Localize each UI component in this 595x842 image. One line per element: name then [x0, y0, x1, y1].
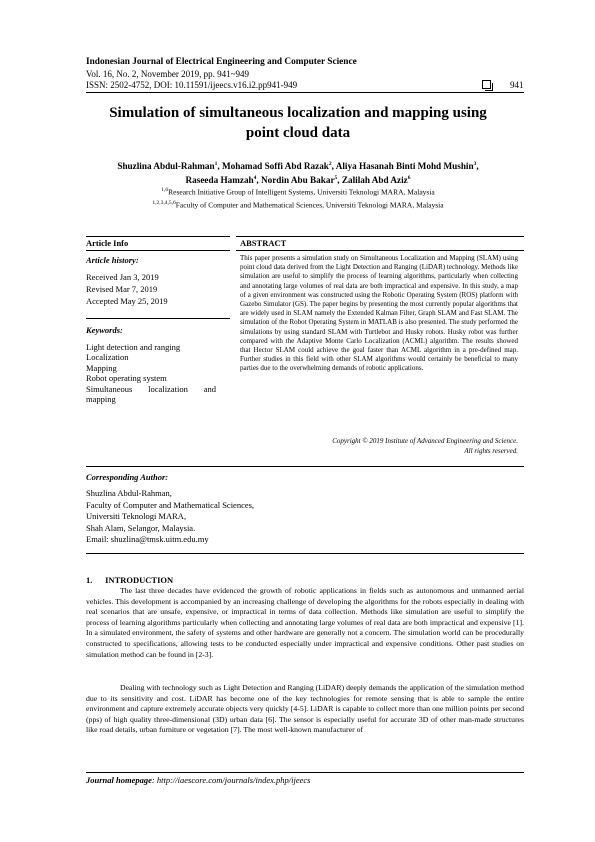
author-name: Raseeda Hamzah — [185, 175, 254, 186]
paper-title — [86, 103, 510, 143]
affiliation-text: Faculty of Computer and Mathematical Sciences, Universiti Teknologi MARA, Malaysia — [175, 200, 444, 209]
homepage-url[interactable]: : http://iaescore.com/journals/index.php/ijeecs — [151, 775, 311, 785]
corresponding-bottom-rule — [86, 553, 524, 554]
abstract-top-rule — [236, 236, 524, 237]
author-name: , Mohamad Soffi Abd Razak — [217, 161, 329, 172]
journal-name: Indonesian Journal of Electrical Engineering and Computer Science — [86, 57, 357, 67]
homepage-label: Journal homepage — [86, 775, 152, 785]
accepted-date: Accepted May 25, 2019 — [86, 296, 168, 306]
affiliation-1 — [86, 185, 510, 198]
corresponding-top-rule — [86, 466, 524, 467]
corresponding-email: Email: shuzlina@tmsk.uitm.edu.my — [86, 534, 209, 545]
keywords-label: Keywords: — [86, 325, 123, 335]
paragraph-text: Dealing with technology such as Light Detection and Ranging (LiDAR) deeply demands the application of the simulation method due to its sensitivity and cost. LiDAR has become one of the key technologies for remote sensing that is able to sample the entire environment and capture extremely accurate objects very quickly [4-5]. LiDAR is capable to collect more than one million points per second (pps) of high quality three-dimensional (3D) urban data [6]. The sensor is especially useful for accurate 3D of other man-made structures like road details, urban furniture or vegetation [7]. The most well-known manufacturer of — [86, 683, 524, 735]
affiliation-sup: 1,2,3,4,5,6 — [152, 199, 176, 206]
revised-date: Revised Mar 7, 2019 — [86, 284, 158, 294]
keywords-list — [86, 342, 216, 404]
keyword-item: Mapping — [86, 362, 117, 373]
affiliation-2 — [86, 198, 510, 211]
author-list — [86, 158, 510, 186]
corresponding-name: Shuzlina Abdul-Rahman, — [86, 488, 172, 498]
author-separator: , — [476, 161, 479, 172]
corresponding-details — [86, 488, 254, 546]
keyword-item: Simultaneous localization and — [86, 383, 216, 394]
author-name: Shuzlina Abdul-Rahman — [117, 161, 215, 172]
intro-paragraph-1 — [86, 586, 524, 660]
keywords-rule — [86, 318, 230, 319]
author-name: , Aliya Hasanah Binti Mohd Mushin — [331, 161, 474, 172]
footer-divider — [86, 772, 524, 773]
keyword-item: mapping — [86, 394, 116, 405]
corresponding-label: Corresponding Author: — [86, 472, 169, 482]
journal-issue: Vol. 16, No. 2, November 2019, pp. 941~949 — [86, 69, 249, 79]
keyword-item: Light detection and ranging — [86, 342, 181, 352]
history-label: Article history: — [86, 255, 139, 265]
abstract-text: This paper presents a simulation study on Simultaneous Localization and Mapping (SLAM) using point cloud data derived from the Light Detection and Ranging (LiDAR) technology. Methods like simulation are useful to simplify the process of learning algorithms, particularly when collecting and annotating large volumes of real data are both impractical and expensive. In this study, a map of a given environment was constructed using the Robotic Operating System (ROS) platform with Gazebo Simulator (GS). The paper begins by presenting the most currently popular algorithms that are widely used in SLAM namely the Extended Kalman Filter, Graph SLAM and Fast SLAM. The simulation of the Robot Operating System in MATLAB is also presented. The study performed the simulations by using standard SLAM with Turtlebot and Husky robots. Husky robot was further compared with the Adaptive Monte Carlo Localization (ACML) algorithm. The results showed that Hector SLAM could achieve the goal faster than ACML algorithm in a pre-defined map. Further studies in this field with other SLAM algorithms would certainly be beneficial to many parties due to the overwhelming demands of robotic applications. — [240, 254, 518, 373]
abstract-heading: ABSTRACT — [240, 238, 287, 248]
journal-issn: ISSN: 2502-4752, DOI: 10.11591/ijeecs.v16.i2.pp941-949 — [86, 80, 298, 90]
page-number: 941 — [510, 80, 524, 90]
keyword-item: Localization — [86, 352, 129, 363]
square-icon — [482, 80, 491, 89]
paragraph-text: The last three decades have evidenced the growth of robotic applications in fields such as autonomous and unmanned aerial vehicles. This development is accompanied by an increasing challenge of developing the algorithms for the robots especially in dealing with real scenarios that are unsafe, expensive, or impractical in terms of data collection. Methods like simulation are useful to simplify the process of learning algorithms particularly when collecting and annotating large volumes of real data are both impractical and expensive [1]. In a simulated environment, the safety of systems and other hardware are generally not a concern. The simulation world can be procedurally constructed to specifications, allowing tests to be conducted especially under impractical and expensive conditions. Other past studies on simulation method can be found in [2-3]. — [86, 586, 524, 659]
section-heading: 1. INTRODUCTION — [86, 575, 174, 585]
author-sup: 4 — [253, 175, 257, 182]
affiliations — [86, 185, 510, 210]
corresponding-university: Universiti Teknologi MARA, — [86, 511, 187, 522]
info-top-rule — [86, 236, 230, 237]
received-date: Received Jan 3, 2019 — [86, 272, 159, 282]
journal-homepage — [86, 775, 310, 785]
copyright-line-1: Copyright © 2019 Institute of Advanced Engineering and Science. — [332, 437, 518, 445]
title-line-2: point cloud data — [245, 125, 351, 141]
copyright-notice — [240, 436, 518, 456]
copyright-line-2: All rights reserved. — [464, 447, 518, 455]
author-line-1 — [86, 158, 510, 172]
author-sup: 5 — [334, 175, 338, 182]
header-divider — [86, 92, 524, 93]
author-name: , Nordin Abu Bakar — [256, 175, 335, 186]
author-sup: 3 — [473, 161, 477, 167]
author-sup: 1 — [214, 161, 218, 167]
corresponding-address: Shah Alam, Selangor, Malaysia. — [86, 522, 196, 533]
author-sup: 2 — [328, 161, 332, 167]
intro-paragraph-2 — [86, 683, 524, 736]
affiliation-sup: 1,6 — [161, 187, 169, 193]
info-sub-rule — [86, 250, 230, 251]
title-line-1: Simulation of simultaneous localization and mapping using — [109, 105, 487, 121]
author-name: , Zalilah Abd Aziz — [337, 175, 408, 186]
article-info-heading: Article Info — [86, 238, 129, 248]
abstract-sub-rule — [236, 250, 524, 251]
author-sup: 6 — [407, 175, 411, 182]
keyword-item: Robot operating system — [86, 373, 167, 384]
affiliation-text: Research Initiative Group of Intelligent Systems, Universiti Teknologi MARA, Malaysia — [168, 187, 435, 197]
corresponding-faculty: Faculty of Computer and Mathematical Sciences, — [86, 499, 255, 510]
